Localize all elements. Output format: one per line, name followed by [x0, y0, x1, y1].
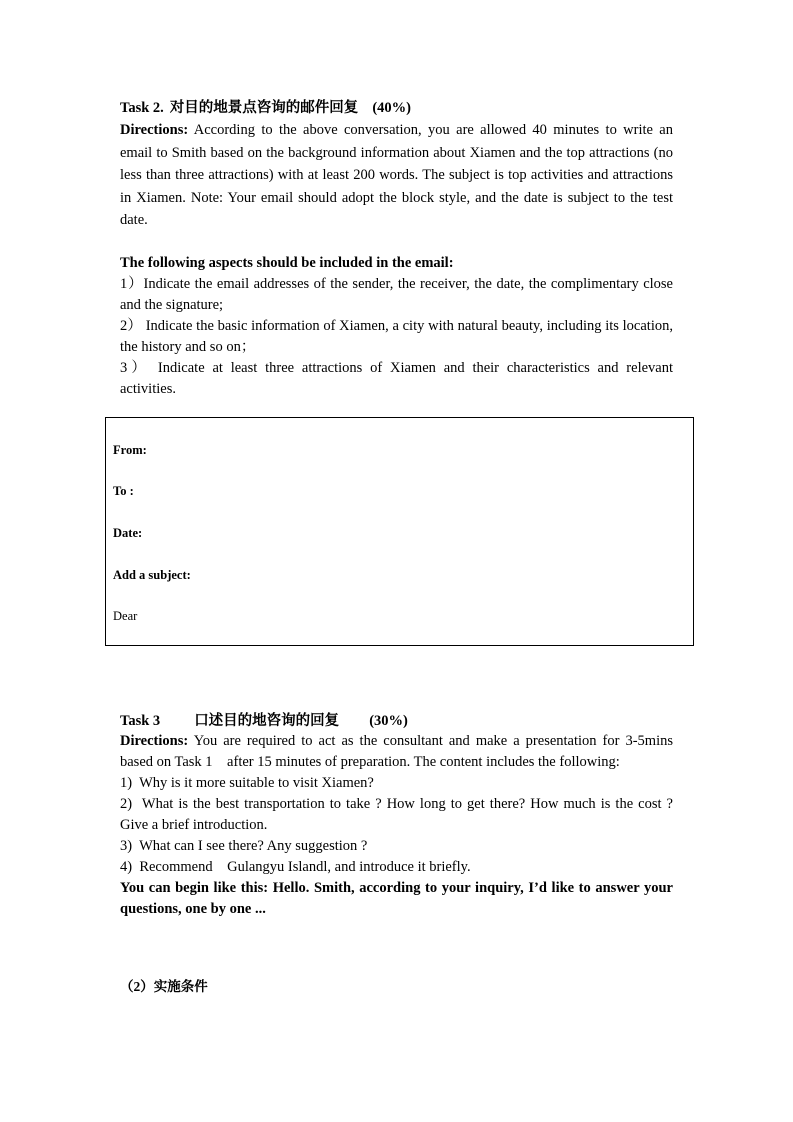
email-to-label: To : — [113, 484, 134, 498]
task3-title: 口述目的地咨询的回复 — [194, 713, 340, 729]
task3-directions-label: Directions: — [120, 733, 189, 749]
aspect-item: 3） Indicate at least three attractions of Xiamen and their characteristics and relevant activities. — [120, 360, 673, 397]
task2-score: (40%) — [372, 100, 411, 116]
task3-heading — [120, 710, 673, 733]
aspects-section — [120, 253, 673, 400]
task3-closing: You can begin like this: Hello. Smith, according to your inquiry, I’d like to answer your questions, one by one ... — [120, 880, 673, 917]
task3-score: (30%) — [369, 713, 408, 729]
aspect-item: 1）Indicate the email addresses of the sender, the receiver, the date, the complimentary close and the signature; — [120, 276, 673, 313]
email-subject-label: Add a subject: — [113, 568, 191, 582]
task2-directions — [120, 119, 673, 232]
task2-directions-text: According to the above conversation, you are allowed 40 minutes to write an email to Smith based on the background information about Xiamen and the top attractions (no less than three attractions) with at least 200 words. The subject is top activities and attractions in Xiamen. Note: Your email should adopt the block style, and the date is subject to the test date. — [120, 122, 673, 228]
email-date-label: Date: — [113, 526, 143, 540]
task2-title: 对目的地景点咨询的邮件回复 — [169, 100, 359, 116]
question-item: 2) What is the best transportation to take ? How long to get there? How much is the cost ? Give a brief introduction. — [120, 796, 677, 833]
section-heading: （2）实施条件 — [120, 979, 208, 994]
email-from-label: From: — [113, 443, 147, 457]
question-item: 1) Why is it more suitable to visit Xiamen? — [120, 775, 374, 791]
question-item: 3) What can I see there? Any suggestion ? — [120, 838, 368, 854]
email-salutation: Dear — [113, 609, 138, 623]
task3-directions-text: You are required to act as the consultant and make a presentation for 3-5mins based on Task 1 after 15 minutes of preparation. The content includes the following: — [120, 733, 677, 770]
task2-directions-label: Directions: — [120, 122, 189, 138]
aspects-heading: The following aspects should be included in the email: — [120, 255, 454, 271]
task2-heading — [120, 97, 673, 120]
task2-label: Task 2. — [120, 100, 164, 116]
task3-directions — [120, 731, 677, 920]
task3-label: Task 3 — [120, 713, 161, 729]
email-template-box — [105, 417, 694, 646]
question-item: 4) Recommend Gulangyu Islandl, and introduce it briefly. — [120, 859, 471, 875]
aspect-item: 2） Indicate the basic information of Xiamen, a city with natural beauty, including its location, the history and so on； — [120, 318, 673, 355]
